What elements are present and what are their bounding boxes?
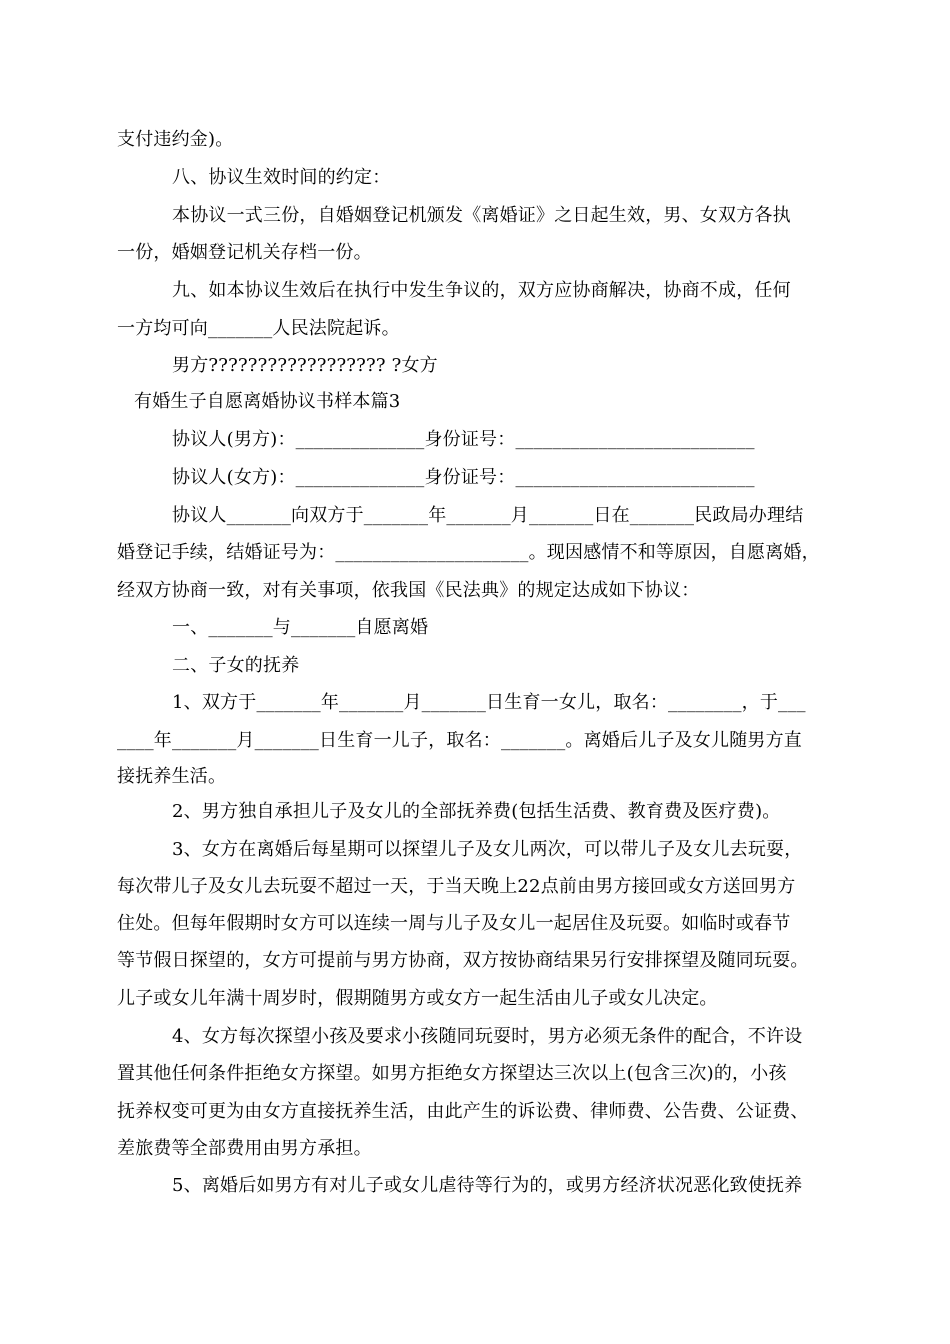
party-female-line: 协议人(女方)：______________身份证号：__________________________ <box>172 467 755 488</box>
section-heading: 一、_______与_______自愿离婚 <box>172 617 429 638</box>
section-heading: 二、子女的抚养 <box>172 655 300 676</box>
paragraph-line: 住处。但每年假期时女方可以连续一周与儿子及女儿一起居住及玩耍。如临时或春节 <box>117 913 791 934</box>
paragraph-line: 置其他任何条件拒绝女方探望。如男方拒绝女方探望达三次以上(包含三次)的，小孩 <box>117 1063 787 1084</box>
paragraph-line: 4、女方每次探望小孩及要求小孩随同玩耍时，男方必须无条件的配合，不许设 <box>172 1026 803 1047</box>
paragraph-line: ____年_______月_______日生育一儿子，取名：_______。离婚后儿子及女儿随男方直 <box>117 730 802 751</box>
paragraph-line: 一方均可向_______人民法院起诉。 <box>117 318 400 339</box>
document-title: 有婚生子自愿离婚协议书样本篇3 <box>134 391 401 412</box>
paragraph-line: 2、男方独自承担儿子及女儿的全部抚养费(包括生活费、教育费及医疗费)。 <box>172 801 781 822</box>
paragraph-line: 1、双方于_______年_______月_______日生育一女儿，取名：________，于___ <box>172 692 806 713</box>
paragraph-line: 经双方协商一致，对有关事项，依我国《民法典》的规定达成如下协议： <box>117 580 700 601</box>
signature-line: 男方?????????????????? ?女方 <box>172 355 438 376</box>
paragraph-line: 3、女方在离婚后每星期可以探望儿子及女儿两次，可以带儿子及女儿去玩耍， <box>172 839 803 860</box>
paragraph-line: 一份，婚姻登记机关存档一份。 <box>117 242 372 263</box>
paragraph-line: 抚养权变可更为由女方直接抚养生活，由此产生的诉讼费、律师费、公告费、公证费、 <box>117 1101 809 1122</box>
paragraph-line: 本协议一式三份，自婚姻登记机颁发《离婚证》之日起生效，男、女双方各执 <box>172 205 791 226</box>
paragraph-line: 每次带儿子及女儿去玩耍不超过一天，于当天晚上22点前由男方接回或女方送回男方 <box>117 876 796 897</box>
section-heading: 八、协议生效时间的约定： <box>172 167 391 188</box>
paragraph-line: 儿子或女儿年满十周岁时，假期随男方或女方一起生活由儿子或女儿决定。 <box>117 988 718 1009</box>
paragraph-line: 接抚养生活。 <box>117 766 227 787</box>
paragraph-line: 支付违约金)。 <box>117 129 234 150</box>
paragraph-line: 九、如本协议生效后在执行中发生争议的，双方应协商解决，协商不成，任何 <box>172 280 791 301</box>
paragraph-line: 5、离婚后如男方有对儿子或女儿虐待等行为的，或男方经济状况恶化致使抚养 <box>172 1175 803 1196</box>
paragraph-line: 等节假日探望的，女方可提前与男方协商，双方按协商结果另行安排探望及随同玩耍。 <box>117 950 809 971</box>
paragraph-line: 差旅费等全部费用由男方承担。 <box>117 1138 372 1159</box>
paragraph-line: 协议人_______向双方于_______年_______月_______日在_______民政局办理结 <box>172 505 804 526</box>
party-male-line: 协议人(男方)：______________身份证号：__________________________ <box>172 429 755 450</box>
paragraph-line: 婚登记手续，结婚证号为：_____________________。现因感情不和等原因，自愿离婚， <box>117 542 820 563</box>
